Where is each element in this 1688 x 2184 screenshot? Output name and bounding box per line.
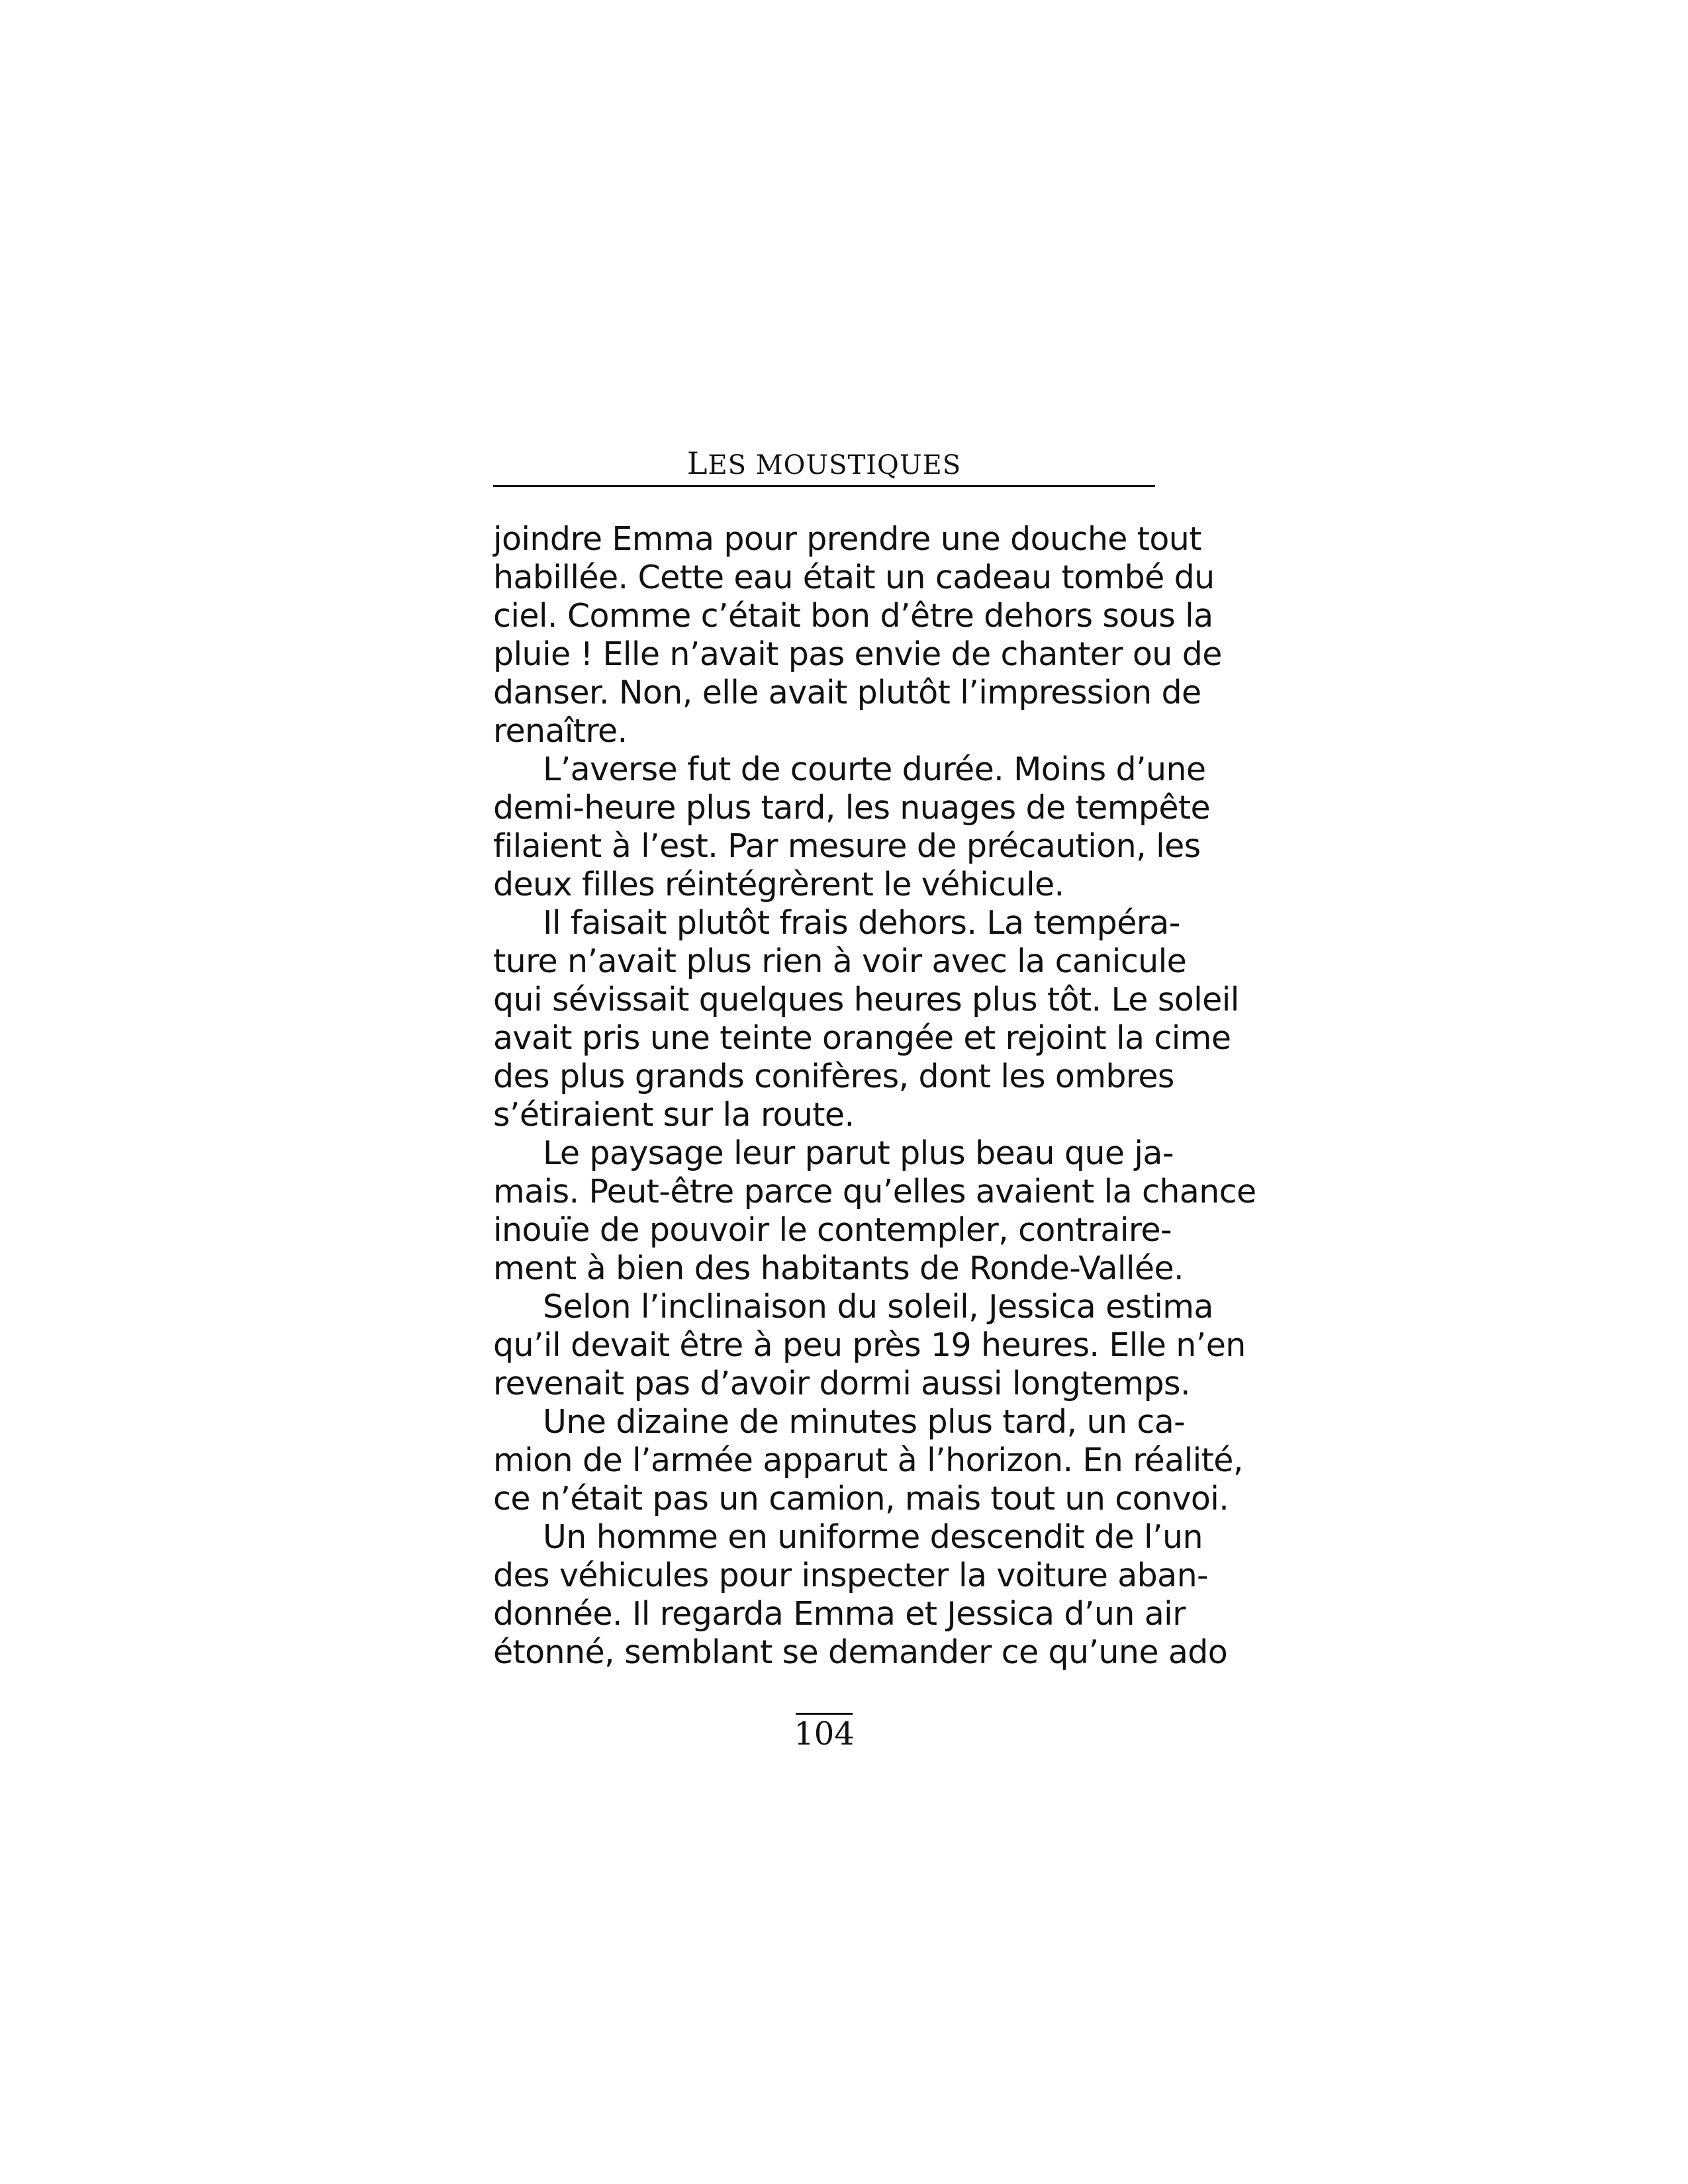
text-line: demi-heure plus tard, les nuages de tempête xyxy=(493,789,1211,827)
text-line: étonné, semblant se demander ce qu’une ado xyxy=(493,1633,1228,1671)
text-line: qui sévissait quelques heures plus tôt. Le soleil xyxy=(493,981,1239,1019)
text-line: revenait pas d’avoir dormi aussi longtemps. xyxy=(493,1365,1190,1402)
text-line: Il faisait plutôt frais dehors. La tempéra- xyxy=(543,904,1180,942)
body-text xyxy=(493,520,1256,1672)
text-line: ture n’avait plus rien à voir avec la canicule xyxy=(493,942,1187,980)
text-line: danser. Non, elle avait plutôt l’impression de xyxy=(493,674,1201,711)
text-line: Le paysage leur parut plus beau que ja- xyxy=(543,1134,1174,1172)
text-line: Selon l’inclinaison du soleil, Jessica estima xyxy=(543,1288,1213,1326)
header-rule xyxy=(493,485,1155,487)
header-initial: L xyxy=(686,445,708,481)
text-line: avait pris une teinte orangée et rejoint la cime xyxy=(493,1019,1231,1057)
text-line: mais. Peut-être parce qu’elles avaient la chance xyxy=(493,1173,1256,1210)
running-header xyxy=(493,442,1155,484)
text-line: qu’il devait être à peu près 19 heures. Elle n’en xyxy=(493,1326,1246,1364)
text-line: pluie ! Elle n’avait pas envie de chanter ou de xyxy=(493,635,1222,673)
text-line: filaient à l’est. Par mesure de précaution, les xyxy=(493,827,1201,865)
text-line: s’étiraient sur la route. xyxy=(493,1096,855,1134)
text-line: ciel. Comme c’était bon d’être dehors sous la xyxy=(493,597,1213,635)
text-line: Un homme en uniforme descendit de l’un xyxy=(543,1518,1203,1556)
text-line: habillée. Cette eau était un cadeau tombé du xyxy=(493,559,1215,596)
text-line: renaître. xyxy=(493,712,628,750)
text-line: mion de l’armée apparut à l’horizon. En réalité, xyxy=(493,1441,1243,1479)
text-line: ce n’était pas un camion, mais tout un convoi. xyxy=(493,1480,1229,1518)
text-line: des plus grands conifères, dont les ombres xyxy=(493,1058,1174,1095)
text-line: joindre Emma pour prendre une douche tout xyxy=(493,520,1201,558)
text-line: Une dizaine de minutes plus tard, un ca- xyxy=(543,1403,1186,1441)
text-line: ment à bien des habitants de Ronde-Vallée. xyxy=(493,1250,1184,1287)
text-line: donnée. Il regarda Emma et Jessica d’un air xyxy=(493,1595,1186,1633)
header-title: ES MOUSTIQUES xyxy=(708,450,962,480)
text-line: L’averse fut de courte durée. Moins d’une xyxy=(543,751,1206,788)
text-line: deux filles réintégrèrent le véhicule. xyxy=(493,866,1064,903)
text-line: des véhicules pour inspecter la voiture aban- xyxy=(493,1557,1209,1594)
text-line: inouïe de pouvoir le contempler, contraire- xyxy=(493,1211,1172,1249)
page-number: 104 xyxy=(794,1715,855,1752)
